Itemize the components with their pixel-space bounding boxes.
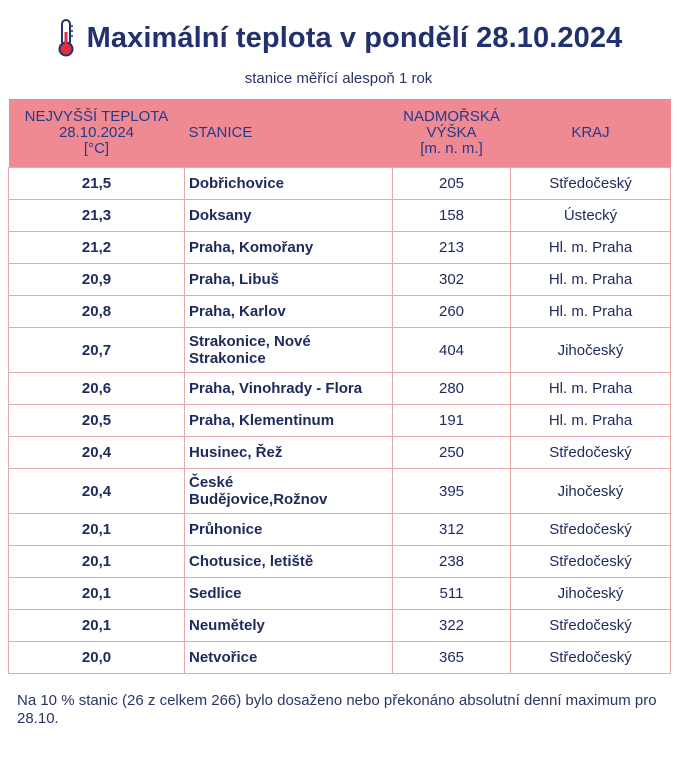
cell-altitude: 395 — [393, 469, 511, 514]
cell-region: Hl. m. Praha — [511, 264, 671, 296]
header-altitude: NADMOŘSKÁ VÝŠKA [m. n. m.] — [393, 99, 511, 168]
table-row — [9, 296, 671, 328]
cell-temperature: 20,1 — [9, 514, 185, 546]
cell-temperature: 21,3 — [9, 200, 185, 232]
cell-station: Sedlice — [185, 578, 393, 610]
cell-station: Chotusice, letiště — [185, 546, 393, 578]
table-row — [9, 264, 671, 296]
table-row — [9, 168, 671, 200]
cell-temperature: 20,4 — [9, 469, 185, 514]
cell-region: Středočeský — [511, 546, 671, 578]
cell-temperature: 20,5 — [9, 405, 185, 437]
cell-station: Praha, Klementinum — [185, 405, 393, 437]
cell-altitude: 322 — [393, 610, 511, 642]
cell-altitude: 365 — [393, 642, 511, 674]
cell-temperature: 21,2 — [9, 232, 185, 264]
temperature-table — [8, 99, 671, 674]
table-row — [9, 578, 671, 610]
cell-region: Hl. m. Praha — [511, 296, 671, 328]
cell-altitude: 312 — [393, 514, 511, 546]
cell-region: Hl. m. Praha — [511, 232, 671, 264]
cell-station: Praha, Karlov — [185, 296, 393, 328]
cell-station: Netvořice — [185, 642, 393, 674]
table-row — [9, 405, 671, 437]
table-row — [9, 469, 671, 514]
cell-altitude: 191 — [393, 405, 511, 437]
cell-region: Hl. m. Praha — [511, 373, 671, 405]
header-region: KRAJ — [511, 99, 671, 168]
table-row — [9, 546, 671, 578]
cell-station: Neumětely — [185, 610, 393, 642]
table-row — [9, 610, 671, 642]
header-max-temperature: NEJVYŠŠÍ TEPLOTA 28.10.2024 [°C] — [9, 99, 185, 168]
page-title: Maximální teplota v pondělí 28.10.2024 — [86, 21, 623, 54]
cell-station: Praha, Komořany — [185, 232, 393, 264]
cell-station: Průhonice — [185, 514, 393, 546]
cell-temperature: 20,8 — [9, 296, 185, 328]
cell-altitude: 205 — [393, 168, 511, 200]
cell-altitude: 250 — [393, 437, 511, 469]
cell-station: Doksany — [185, 200, 393, 232]
cell-region: Středočeský — [511, 642, 671, 674]
table-row — [9, 200, 671, 232]
cell-altitude: 260 — [393, 296, 511, 328]
page-header — [0, 18, 677, 58]
table-row — [9, 232, 671, 264]
cell-altitude: 158 — [393, 200, 511, 232]
cell-altitude: 213 — [393, 232, 511, 264]
cell-station: Strakonice, Nové Strakonice — [185, 328, 393, 373]
header-station: STANICE — [185, 99, 393, 168]
table-row — [9, 642, 671, 674]
cell-station: Praha, Libuš — [185, 264, 393, 296]
cell-station: Praha, Vinohrady - Flora — [185, 373, 393, 405]
page-subtitle: stanice měřící alespoň 1 rok — [244, 70, 433, 87]
cell-temperature: 20,4 — [9, 437, 185, 469]
cell-region: Středočeský — [511, 168, 671, 200]
cell-station: České Budějovice,Rožnov — [185, 469, 393, 514]
cell-temperature: 20,6 — [9, 373, 185, 405]
cell-region: Ústecký — [511, 200, 671, 232]
thermometer-icon — [55, 18, 77, 58]
cell-temperature: 20,7 — [9, 328, 185, 373]
cell-region: Jihočeský — [511, 328, 671, 373]
cell-altitude: 404 — [393, 328, 511, 373]
cell-altitude: 280 — [393, 373, 511, 405]
footnote: Na 10 % stanic (26 z celkem 266) bylo dosaženo nebo překonáno absolutní denní maximum pro 28.10. — [17, 692, 657, 727]
table-row — [9, 514, 671, 546]
cell-region: Středočeský — [511, 610, 671, 642]
cell-temperature: 20,1 — [9, 546, 185, 578]
cell-temperature: 20,1 — [9, 578, 185, 610]
cell-region: Středočeský — [511, 514, 671, 546]
cell-temperature: 20,1 — [9, 610, 185, 642]
cell-station: Husinec, Řež — [185, 437, 393, 469]
table-row — [9, 373, 671, 405]
cell-altitude: 511 — [393, 578, 511, 610]
cell-altitude: 302 — [393, 264, 511, 296]
table-header-row — [9, 99, 671, 168]
cell-temperature: 20,0 — [9, 642, 185, 674]
cell-region: Hl. m. Praha — [511, 405, 671, 437]
cell-station: Dobřichovice — [185, 168, 393, 200]
cell-region: Jihočeský — [511, 578, 671, 610]
cell-temperature: 21,5 — [9, 168, 185, 200]
cell-altitude: 238 — [393, 546, 511, 578]
cell-region: Jihočeský — [511, 469, 671, 514]
cell-region: Středočeský — [511, 437, 671, 469]
cell-temperature: 20,9 — [9, 264, 185, 296]
table-row — [9, 437, 671, 469]
table-row — [9, 328, 671, 373]
